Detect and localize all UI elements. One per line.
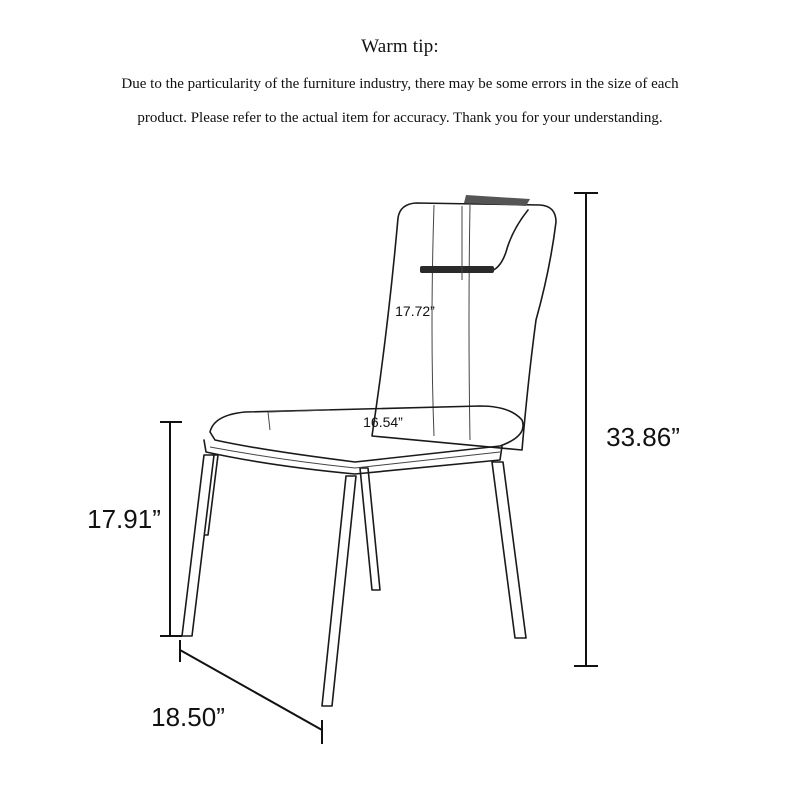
total-height-label: 33.86” <box>606 422 680 452</box>
disclaimer-line-2: product. Please refer to the actual item for accuracy. Thank you for your understanding. <box>137 110 663 126</box>
warm-tip-title: Warm tip: <box>361 36 439 57</box>
depth-label: 18.50” <box>151 702 225 732</box>
dimension-total-height-line <box>574 193 598 666</box>
seat-width-label: 16.54” <box>363 414 403 430</box>
front-legs <box>182 455 526 706</box>
chair-backrest <box>372 195 556 450</box>
backrest-height-label: 17.72” <box>395 303 435 319</box>
disclaimer-line-1: Due to the particularity of the furniture industry, there may be some errors in the size of each <box>121 76 679 92</box>
seat-height-label: 17.91” <box>87 504 161 534</box>
dimension-seat-height-line <box>160 422 182 636</box>
